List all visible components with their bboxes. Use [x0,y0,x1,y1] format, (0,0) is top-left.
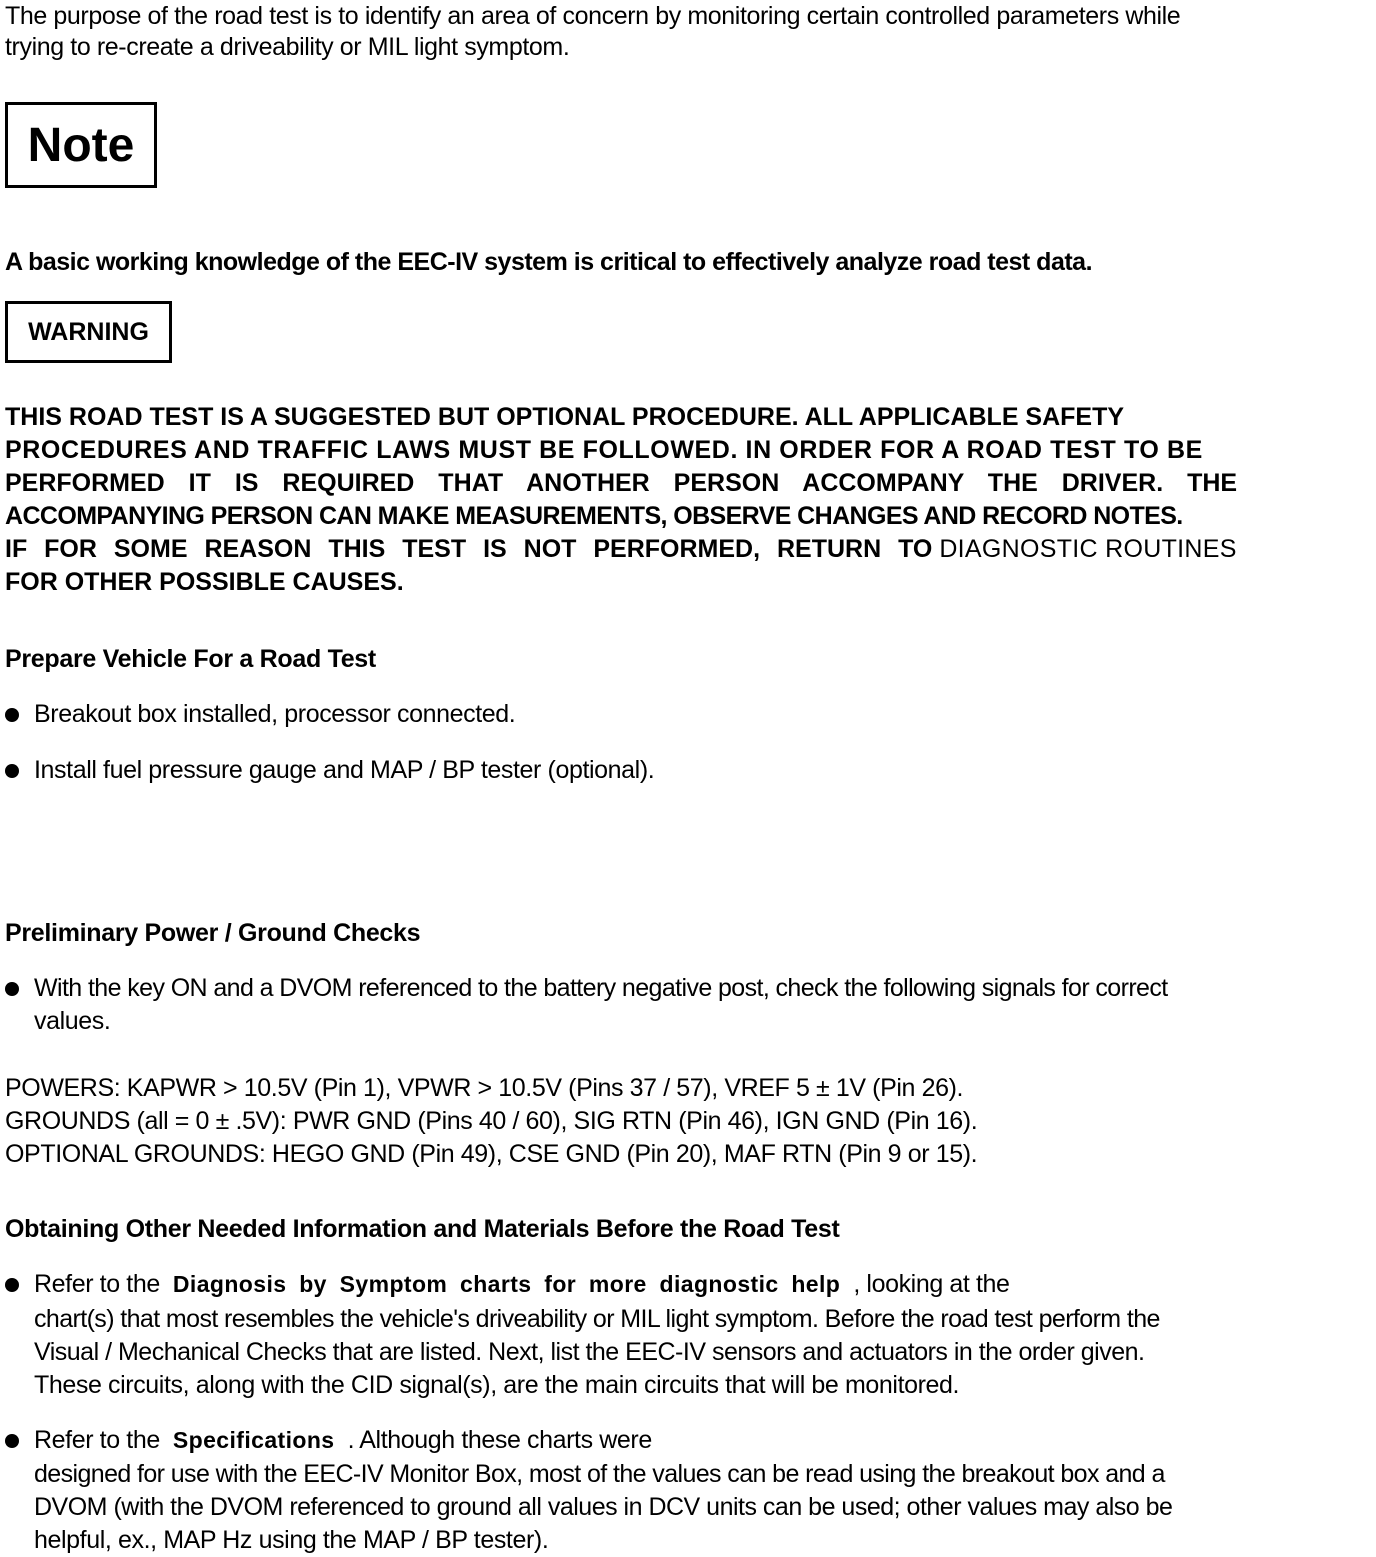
prepare-item-2: Install fuel pressure gauge and MAP / BP tester (optional). [34,756,655,784]
warning-box [5,301,172,363]
bullet-icon [5,1278,19,1292]
intro-line-2: trying to re-create a driveability or MIL light symptom. [5,33,570,61]
grounds-line: GROUNDS (all = 0 ± .5V): PWR GND (Pins 40 / 60), SIG RTN (Pin 46), IGN GND (Pin 16). [5,1107,978,1135]
note-box [5,102,157,188]
warning-line-1: THIS ROAD TEST IS A SUGGESTED BUT OPTIONAL PROCEDURE. ALL APPLICABLE SAFETY [5,403,1125,431]
preliminary-bullet-line-1: With the key ON and a DVOM referenced to the battery negative post, check the following signals for correct [34,974,1168,1002]
warning-line-2: PROCEDURES AND TRAFFIC LAWS MUST BE FOLLOWED. IN ORDER FOR A ROAD TEST TO BE [5,436,1203,464]
specifications-link[interactable]: Specifications [172,1427,335,1453]
intro-line-1: The purpose of the road test is to identify an area of concern by monitoring certain controlled parameters while [5,2,1181,30]
obtaining-item-2-line-4: helpful, ex., MAP Hz using the MAP / BP tester). [34,1526,549,1554]
bullet-icon [5,1434,19,1448]
obtaining-item-1-line-1: Refer to the Diagnosis by Symptom charts for more diagnostic help , looking at the [34,1270,1010,1298]
optional-grounds-line: OPTIONAL GROUNDS: HEGO GND (Pin 49), CSE GND (Pin 20), MAF RTN (Pin 9 or 15). [5,1140,978,1168]
warning-label: WARNING [28,317,149,346]
bullet-icon [5,708,19,722]
obtaining-item-2-line-1: Refer to the Specifications . Although these charts were [34,1426,652,1454]
warning-line-3: PERFORMED IT IS REQUIRED THAT ANOTHER PERSON ACCOMPANY THE DRIVER. THE [5,469,1238,497]
preliminary-heading: Preliminary Power / Ground Checks [5,919,421,947]
diagnostic-routines-link[interactable]: DIAGNOSTIC ROUTINES [939,535,1237,563]
warning-line-5: IF FOR SOME REASON THIS TEST IS NOT PERFORMED, RETURN TO DIAGNOSTIC ROUTINES [5,535,1237,563]
obtaining-item-1-line-3: Visual / Mechanical Checks that are listed. Next, list the EEC-IV sensors and actuators in the order given. [34,1338,1145,1366]
diagnosis-by-symptom-link[interactable]: Diagnosis by Symptom charts for more diagnostic help [172,1271,841,1297]
warning-line-4: ACCOMPANYING PERSON CAN MAKE MEASUREMENTS, OBSERVE CHANGES AND RECORD NOTES. [5,502,1183,530]
warning-line-6: FOR OTHER POSSIBLE CAUSES. [5,568,404,596]
prepare-heading: Prepare Vehicle For a Road Test [5,645,376,673]
bullet-icon [5,764,19,778]
prepare-item-1: Breakout box installed, processor connected. [34,700,516,728]
powers-line: POWERS: KAPWR > 10.5V (Pin 1), VPWR > 10.5V (Pins 37 / 57), VREF 5 ± 1V (Pin 26). [5,1074,964,1102]
obtaining-heading: Obtaining Other Needed Information and Materials Before the Road Test [5,1215,840,1243]
bullet-icon [5,982,19,996]
obtaining-item-2-line-3: DVOM (with the DVOM referenced to ground all values in DCV units can be used; other values may also be [34,1493,1173,1521]
note-text: A basic working knowledge of the EEC-IV system is critical to effectively analyze road test data. [5,248,1093,276]
preliminary-bullet-line-2: values. [34,1007,111,1035]
obtaining-item-1-line-2: chart(s) that most resembles the vehicle's driveability or MIL light symptom. Before the road test perform the [34,1305,1160,1333]
obtaining-item-2-line-2: designed for use with the EEC-IV Monitor Box, most of the values can be read using the breakout box and a [34,1460,1165,1488]
obtaining-item-1-line-4: These circuits, along with the CID signal(s), are the main circuits that will be monitored. [34,1371,960,1399]
warning-text [5,401,1357,599]
note-label: Note [27,118,135,172]
